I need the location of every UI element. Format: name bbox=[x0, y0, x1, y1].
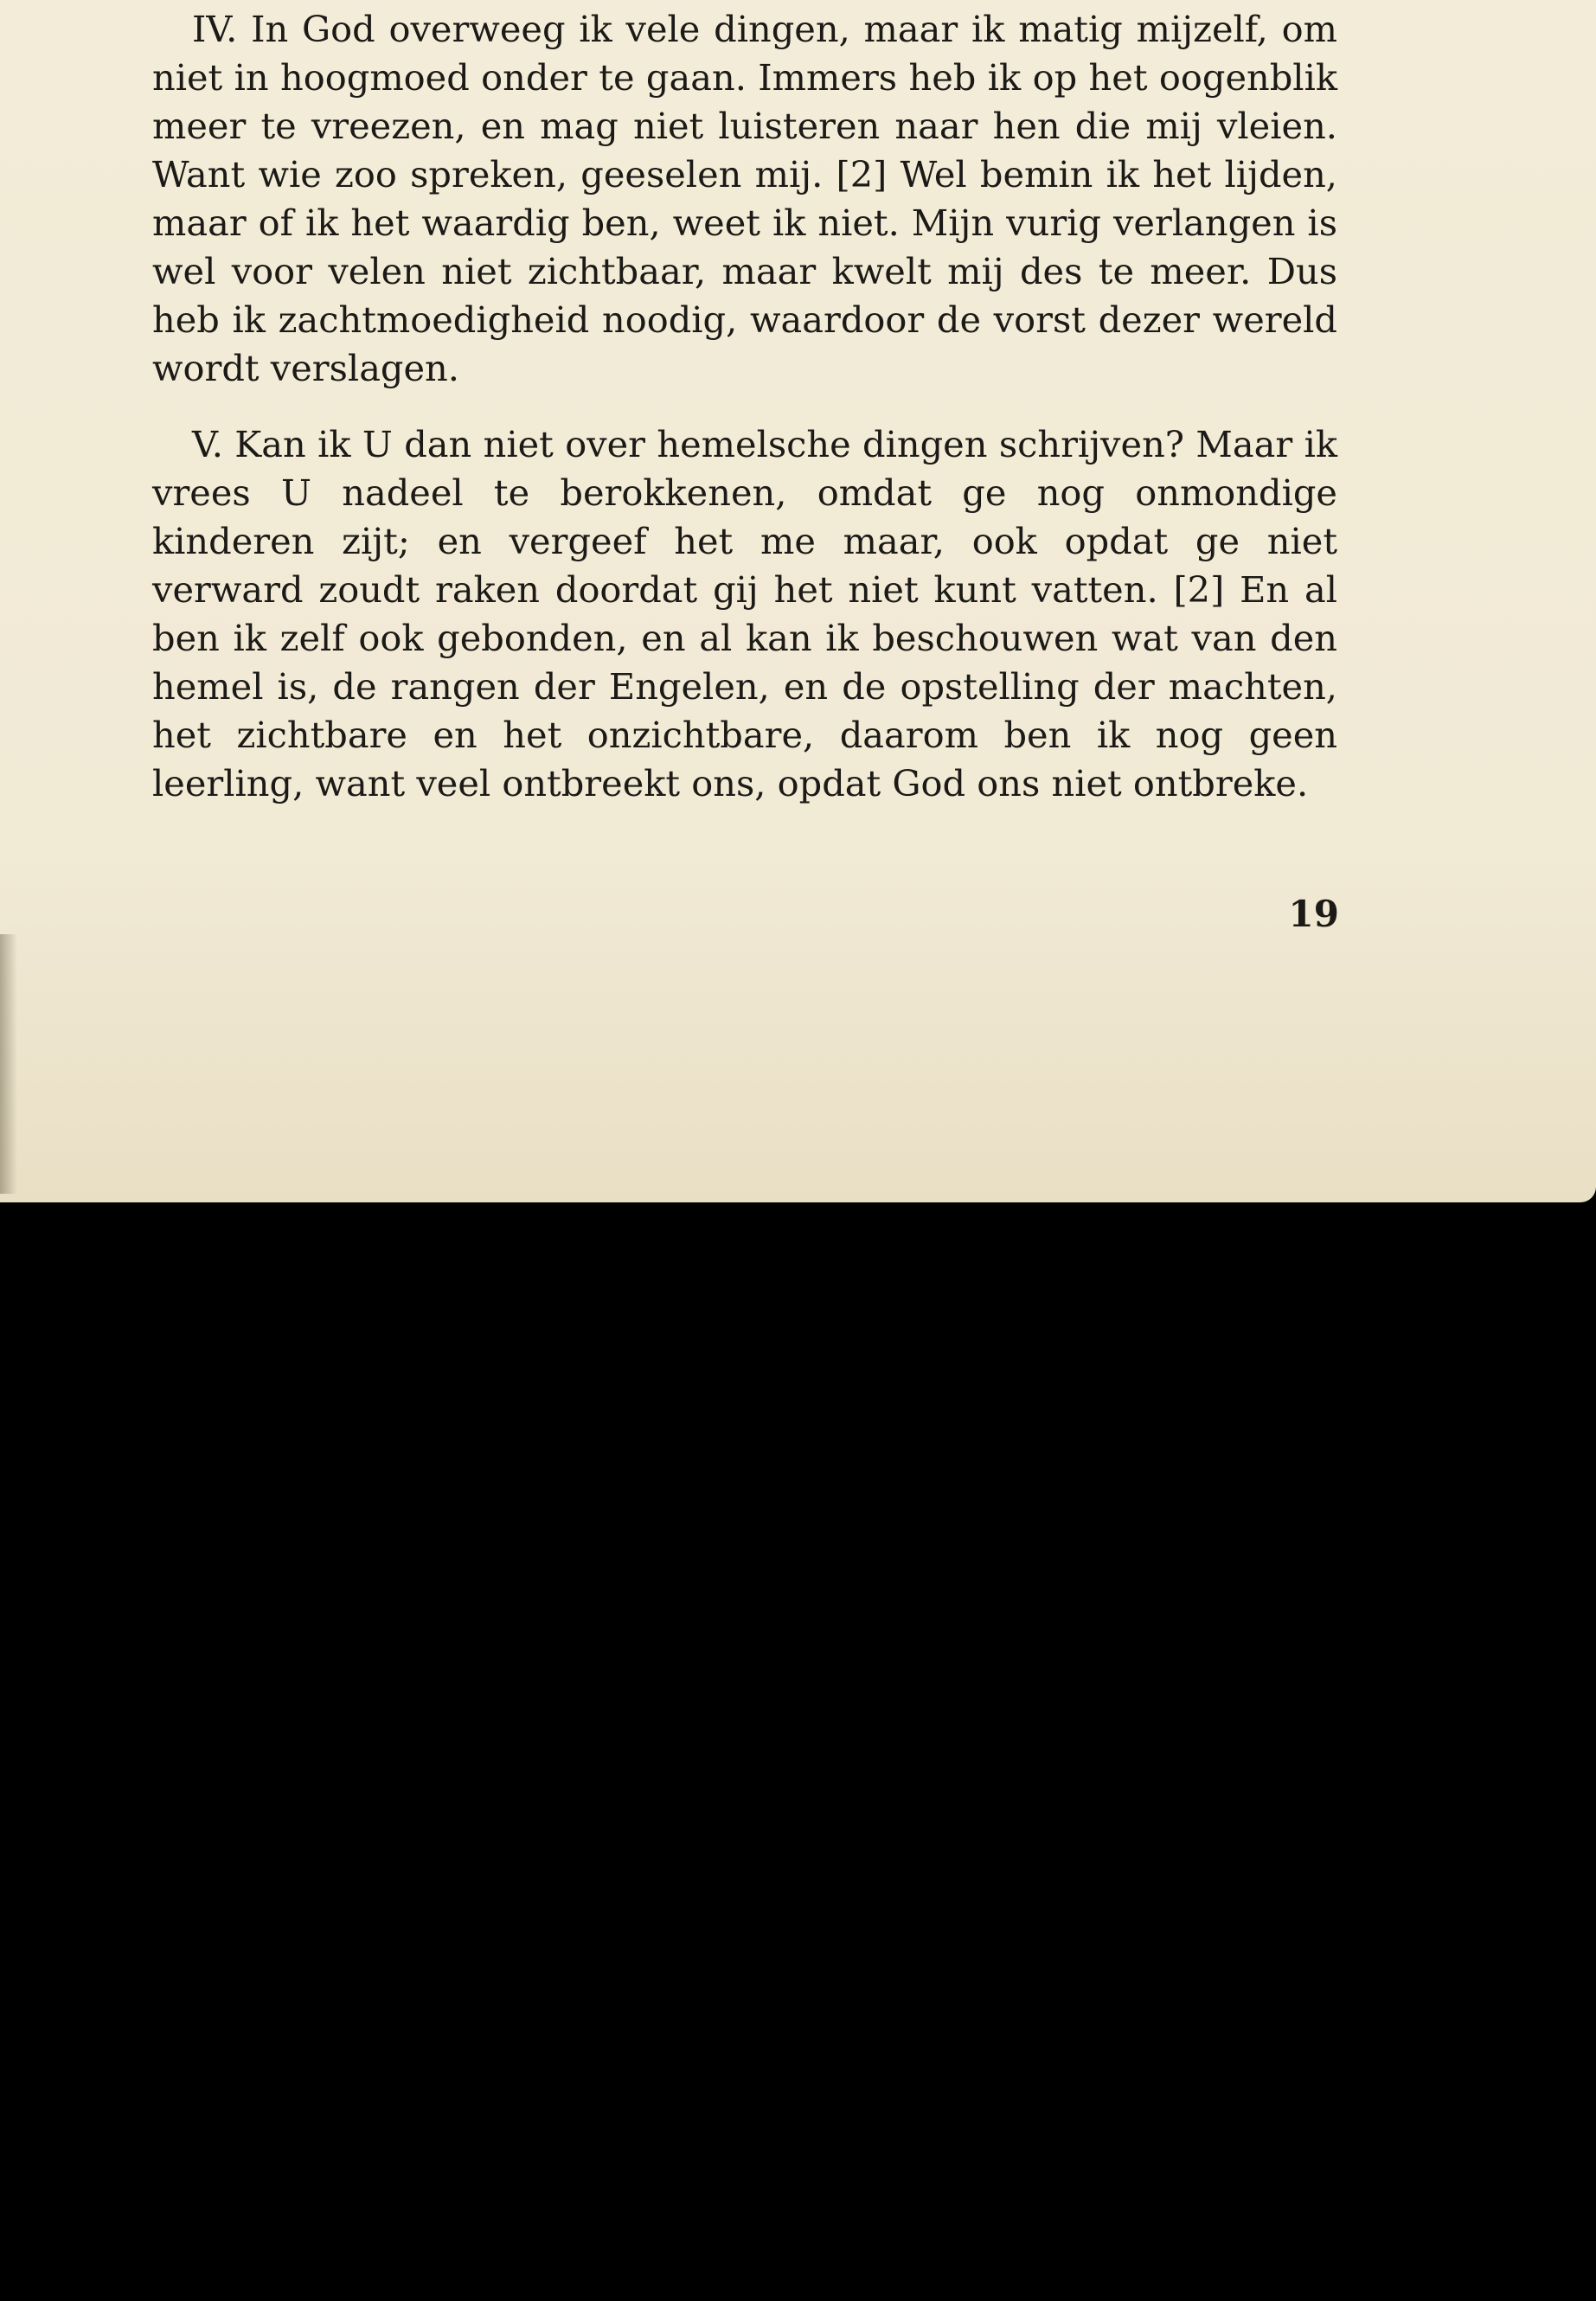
dark-background bbox=[0, 1202, 1596, 2301]
page-text bbox=[152, 0, 1337, 808]
paragraph-iv: IV. In God overweeg ik vele dingen, maar ik matig mijzelf, om niet in hoogmoed onder te gaan. Immers heb ik op het oogenblik meer te vreezen, en mag niet luisteren naar hen die mij vleien. Want wie zoo spreken, geeselen mij. [2] Wel bemin ik het lijden, maar of ik het waardig ben, weet ik niet. Mijn vurig verlangen is wel voor velen niet zichtbaar, maar kwelt mij des te meer. Dus heb ik zachtmoedigheid noodig, waardoor de vorst dezer wereld wordt verslagen. bbox=[152, 8, 1337, 389]
page-number: 19 bbox=[1288, 893, 1339, 935]
paragraph-v: V. Kan ik U dan niet over hemelsche dingen schrijven? Maar ik vrees U nadeel te berokkenen, omdat ge nog onmondige kinderen zijt; en vergeef het me maar, ook opdat ge niet verward zoudt raken doordat gij het niet kunt vatten. [2] En al ben ik zelf ook gebonden, en al kan ik beschouwen wat van den hemel is, de rangen der Engelen, en de opstelling der machten, het zichtbare en het onzichtbare, daarom ben ik nog geen leerling, want veel ontbreekt ons, opdat God ons niet ontbreke. bbox=[152, 423, 1337, 804]
